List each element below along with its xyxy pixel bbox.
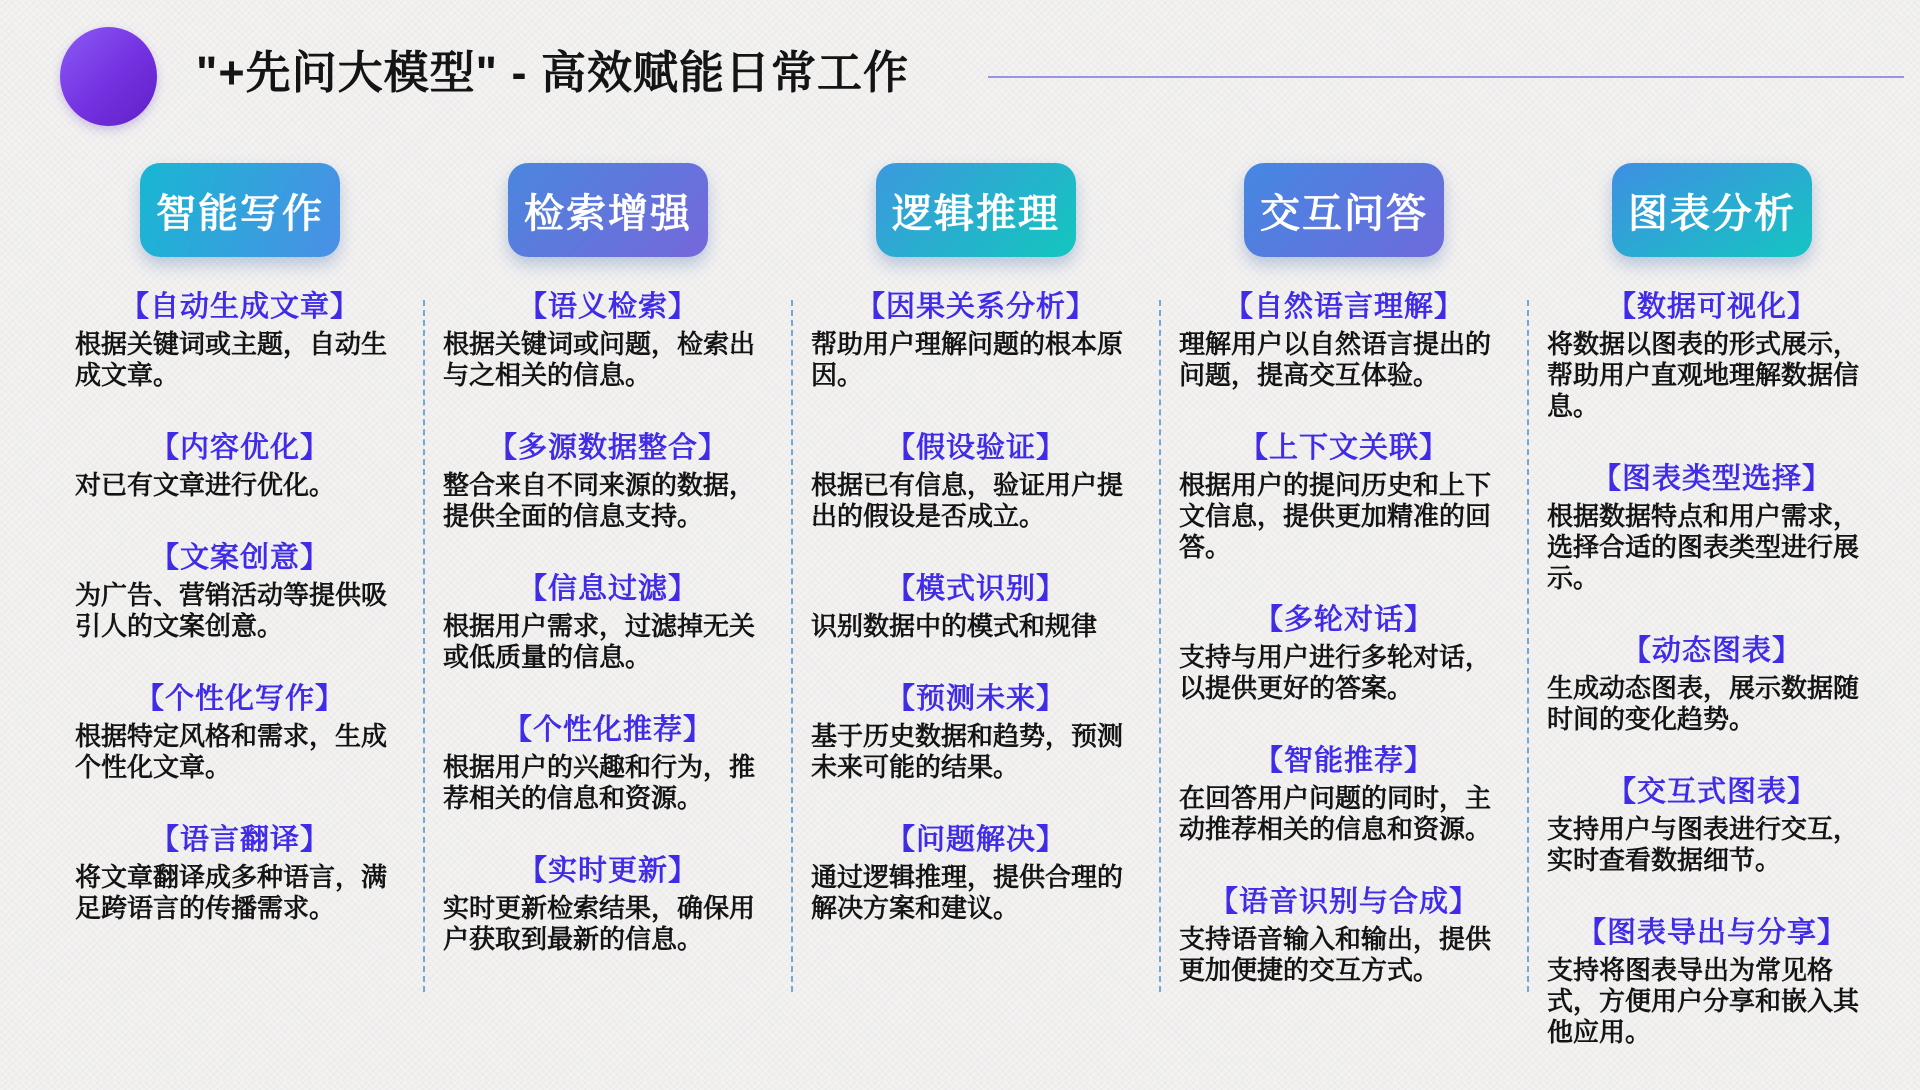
feature-section: [443, 715, 773, 814]
feature-title: 【个性化推荐】: [502, 714, 713, 746]
feature-description: 根据数据特点和用户需求，选择合适的图表类型进行展示。: [1547, 501, 1860, 593]
feature-description: 支持语音输入和输出，提供更加便捷的交互方式。: [1179, 924, 1492, 985]
feature-section: [1179, 292, 1509, 391]
feature-description: 在回答用户问题的同时，主动推荐相关的信息和资源。: [1179, 783, 1492, 844]
feature-title: 【问题解决】: [885, 824, 1066, 856]
feature-title: 【智能推荐】: [1253, 745, 1434, 777]
feature-title: 【图表类型选择】: [1591, 463, 1832, 495]
feature-section: [811, 433, 1141, 532]
column-chart-analysis: [1528, 140, 1896, 1090]
feature-section: [811, 684, 1141, 783]
feature-section: [443, 856, 773, 955]
column-divider: [423, 300, 425, 992]
feature-title: 【文案创意】: [149, 542, 330, 574]
feature-section: [443, 433, 773, 532]
feature-section: [1179, 746, 1509, 845]
badge-interactive-qa: 交互问答: [1244, 163, 1444, 257]
feature-section: [75, 292, 405, 391]
feature-section: [1547, 464, 1877, 594]
feature-section: [1547, 636, 1877, 735]
feature-description: 对已有文章进行优化。: [75, 470, 336, 500]
feature-description: 支持将图表导出为常见格式，方便用户分享和嵌入其他应用。: [1547, 955, 1860, 1047]
feature-description: 生成动态图表，展示数据随时间的变化趋势。: [1547, 673, 1860, 734]
feature-title: 【交互式图表】: [1606, 776, 1817, 808]
feature-title: 【语义检索】: [517, 291, 698, 323]
feature-section: [811, 292, 1141, 391]
column-divider: [1527, 300, 1529, 992]
feature-section: [1179, 887, 1509, 986]
columns-container: [56, 140, 1896, 1090]
accent-circle-icon: [60, 27, 157, 126]
feature-section: [1547, 777, 1877, 876]
feature-section: [443, 574, 773, 673]
feature-title: 【图表导出与分享】: [1576, 917, 1847, 949]
feature-title: 【语言翻译】: [149, 824, 330, 856]
feature-description: 理解用户以自然语言提出的问题，提高交互体验。: [1179, 329, 1492, 390]
feature-section: [1179, 433, 1509, 563]
column-interactive-qa: [1160, 140, 1528, 1090]
feature-description: 帮助用户理解问题的根本原因。: [811, 329, 1124, 390]
feature-title: 【语音识别与合成】: [1208, 886, 1479, 918]
feature-description: 识别数据中的模式和规律: [811, 611, 1098, 641]
feature-section: [443, 292, 773, 391]
feature-description: 支持与用户进行多轮对话，以提供更好的答案。: [1179, 642, 1492, 703]
feature-section: [75, 433, 405, 501]
feature-section: [1179, 605, 1509, 704]
feature-title: 【数据可视化】: [1606, 291, 1817, 323]
feature-title: 【上下文关联】: [1238, 432, 1449, 464]
feature-title: 【模式识别】: [885, 573, 1066, 605]
feature-description: 根据已有信息，验证用户提出的假设是否成立。: [811, 470, 1124, 531]
feature-section: [75, 543, 405, 642]
feature-title: 【自动生成文章】: [119, 291, 360, 323]
feature-title: 【因果关系分析】: [855, 291, 1096, 323]
feature-description: 将文章翻译成多种语言，满足跨语言的传播需求。: [75, 862, 388, 923]
feature-description: 根据关键词或主题，自动生成文章。: [75, 329, 388, 390]
feature-description: 整合来自不同来源的数据，提供全面的信息支持。: [443, 470, 756, 531]
feature-title: 【多轮对话】: [1253, 604, 1434, 636]
feature-description: 支持用户与图表进行交互，实时查看数据细节。: [1547, 814, 1860, 875]
feature-section: [75, 825, 405, 924]
feature-title: 【假设验证】: [885, 432, 1066, 464]
column-divider: [1159, 300, 1161, 992]
feature-section: [811, 574, 1141, 642]
badge-logical-reasoning: 逻辑推理: [876, 163, 1076, 257]
title-rule-line: [988, 76, 1904, 78]
feature-description: 根据关键词或问题，检索出与之相关的信息。: [443, 329, 756, 390]
feature-section: [811, 825, 1141, 924]
feature-description: 实时更新检索结果，确保用户获取到最新的信息。: [443, 893, 756, 954]
feature-title: 【信息过滤】: [517, 573, 698, 605]
feature-description: 为广告、营销活动等提供吸引人的文案创意。: [75, 580, 388, 641]
column-retrieval-augmentation: [424, 140, 792, 1090]
column-smart-writing: [56, 140, 424, 1090]
feature-section: [1547, 918, 1877, 1048]
feature-description: 基于历史数据和趋势，预测未来可能的结果。: [811, 721, 1124, 782]
feature-description: 将数据以图表的形式展示，帮助用户直观地理解数据信息。: [1547, 329, 1860, 421]
page-title: "+先问大模型" - 高效赋能日常工作: [196, 47, 909, 98]
feature-description: 通过逻辑推理，提供合理的解决方案和建议。: [811, 862, 1124, 923]
badge-retrieval-augmentation: 检索增强: [508, 163, 708, 257]
feature-description: 根据特定风格和需求，生成个性化文章。: [75, 721, 388, 782]
feature-description: 根据用户的提问历史和上下文信息，提供更加精准的回答。: [1179, 470, 1492, 562]
feature-description: 根据用户的兴趣和行为，推荐相关的信息和资源。: [443, 752, 756, 813]
feature-title: 【动态图表】: [1621, 635, 1802, 667]
feature-title: 【实时更新】: [517, 855, 698, 887]
feature-title: 【预测未来】: [885, 683, 1066, 715]
badge-smart-writing: 智能写作: [140, 163, 340, 257]
feature-title: 【自然语言理解】: [1223, 291, 1464, 323]
feature-title: 【多源数据整合】: [487, 432, 728, 464]
feature-title: 【个性化写作】: [134, 683, 345, 715]
feature-title: 【内容优化】: [149, 432, 330, 464]
feature-description: 根据用户需求，过滤掉无关或低质量的信息。: [443, 611, 756, 672]
column-divider: [791, 300, 793, 992]
feature-section: [75, 684, 405, 783]
badge-chart-analysis: 图表分析: [1612, 163, 1812, 257]
column-logical-reasoning: [792, 140, 1160, 1090]
feature-section: [1547, 292, 1877, 422]
